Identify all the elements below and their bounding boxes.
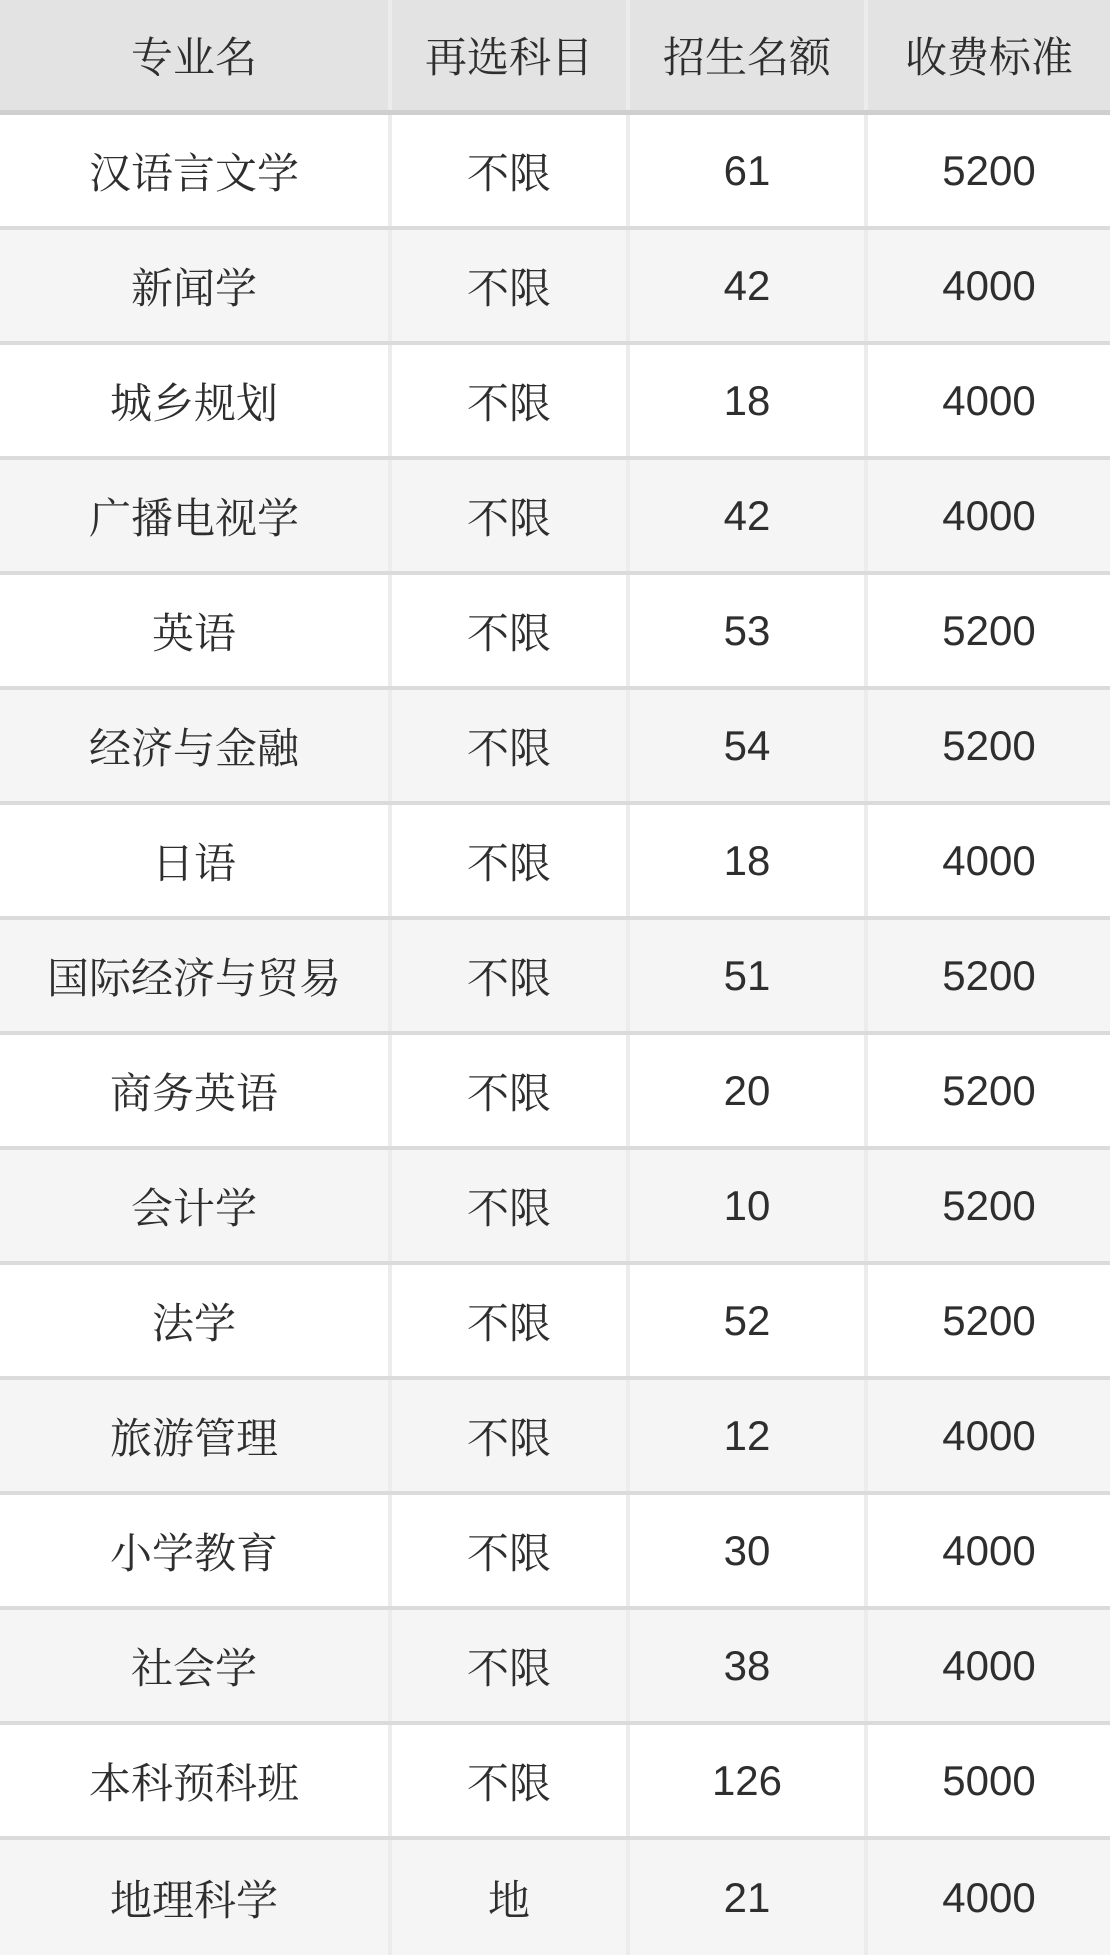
- reselect-subject-cell: 不限: [390, 1378, 628, 1493]
- reselect-subject-cell: 不限: [390, 688, 628, 803]
- enrollment-quota-cell: 53: [628, 573, 866, 688]
- fee-standard-cell: 5200: [866, 688, 1110, 803]
- table-row: [0, 113, 1110, 229]
- fee-standard-cell: 4000: [866, 1838, 1110, 1955]
- enrollment-quota-cell: 18: [628, 343, 866, 458]
- reselect-subject-cell: 不限: [390, 573, 628, 688]
- table-row: [0, 918, 1110, 1033]
- column-header-enrollment-quota: 招生名额: [628, 0, 866, 113]
- table-row: [0, 688, 1110, 803]
- reselect-subject-cell: 地: [390, 1838, 628, 1955]
- fee-standard-cell: 5200: [866, 918, 1110, 1033]
- major-name-cell: 小学教育: [0, 1493, 390, 1608]
- table-row: [0, 1493, 1110, 1608]
- reselect-subject-cell: 不限: [390, 458, 628, 573]
- column-header-major: 专业名: [0, 0, 390, 113]
- table-body: [0, 113, 1110, 1955]
- fee-standard-cell: 5200: [866, 1263, 1110, 1378]
- major-name-cell: 旅游管理: [0, 1378, 390, 1493]
- reselect-subject-cell: 不限: [390, 113, 628, 229]
- table-row: [0, 228, 1110, 343]
- enrollment-quota-cell: 52: [628, 1263, 866, 1378]
- table-header-row: [0, 0, 1110, 113]
- major-name-cell: 商务英语: [0, 1033, 390, 1148]
- major-name-cell: 新闻学: [0, 228, 390, 343]
- fee-standard-cell: 5200: [866, 1033, 1110, 1148]
- enrollment-quota-cell: 54: [628, 688, 866, 803]
- reselect-subject-cell: 不限: [390, 1148, 628, 1263]
- table-header: [0, 0, 1110, 113]
- fee-standard-cell: 5200: [866, 1148, 1110, 1263]
- fee-standard-cell: 4000: [866, 458, 1110, 573]
- fee-standard-cell: 5200: [866, 113, 1110, 229]
- reselect-subject-cell: 不限: [390, 343, 628, 458]
- major-name-cell: 汉语言文学: [0, 113, 390, 229]
- major-name-cell: 法学: [0, 1263, 390, 1378]
- fee-standard-cell: 5200: [866, 573, 1110, 688]
- reselect-subject-cell: 不限: [390, 1263, 628, 1378]
- major-name-cell: 本科预科班: [0, 1723, 390, 1838]
- major-name-cell: 日语: [0, 803, 390, 918]
- table-row: [0, 1723, 1110, 1838]
- enrollment-quota-cell: 12: [628, 1378, 866, 1493]
- reselect-subject-cell: 不限: [390, 1493, 628, 1608]
- major-name-cell: 城乡规划: [0, 343, 390, 458]
- reselect-subject-cell: 不限: [390, 1723, 628, 1838]
- fee-standard-cell: 4000: [866, 1378, 1110, 1493]
- enrollment-quota-cell: 42: [628, 228, 866, 343]
- table-row: [0, 343, 1110, 458]
- enrollment-quota-cell: 21: [628, 1838, 866, 1955]
- table-row: [0, 1378, 1110, 1493]
- table-row: [0, 1608, 1110, 1723]
- enrollment-quota-cell: 126: [628, 1723, 866, 1838]
- table-row: [0, 1033, 1110, 1148]
- fee-standard-cell: 4000: [866, 228, 1110, 343]
- fee-standard-cell: 4000: [866, 343, 1110, 458]
- fee-standard-cell: 4000: [866, 1493, 1110, 1608]
- column-header-reselect-subject: 再选科目: [390, 0, 628, 113]
- table-row: [0, 1838, 1110, 1955]
- column-header-fee-standard: 收费标准: [866, 0, 1110, 113]
- major-name-cell: 会计学: [0, 1148, 390, 1263]
- enrollment-quota-cell: 61: [628, 113, 866, 229]
- fee-standard-cell: 4000: [866, 1608, 1110, 1723]
- table-row: [0, 573, 1110, 688]
- enrollment-quota-cell: 38: [628, 1608, 866, 1723]
- table-row: [0, 1148, 1110, 1263]
- enrollment-quota-cell: 20: [628, 1033, 866, 1148]
- fee-standard-cell: 5000: [866, 1723, 1110, 1838]
- reselect-subject-cell: 不限: [390, 803, 628, 918]
- enrollment-quota-cell: 42: [628, 458, 866, 573]
- enrollment-quota-cell: 10: [628, 1148, 866, 1263]
- reselect-subject-cell: 不限: [390, 1033, 628, 1148]
- major-name-cell: 社会学: [0, 1608, 390, 1723]
- enrollment-quota-cell: 51: [628, 918, 866, 1033]
- reselect-subject-cell: 不限: [390, 918, 628, 1033]
- major-name-cell: 广播电视学: [0, 458, 390, 573]
- enrollment-quota-cell: 18: [628, 803, 866, 918]
- major-name-cell: 经济与金融: [0, 688, 390, 803]
- table-row: [0, 803, 1110, 918]
- table-row: [0, 1263, 1110, 1378]
- fee-standard-cell: 4000: [866, 803, 1110, 918]
- major-name-cell: 地理科学: [0, 1838, 390, 1955]
- reselect-subject-cell: 不限: [390, 1608, 628, 1723]
- table-row: [0, 458, 1110, 573]
- reselect-subject-cell: 不限: [390, 228, 628, 343]
- major-name-cell: 英语: [0, 573, 390, 688]
- enrollment-quota-cell: 30: [628, 1493, 866, 1608]
- major-name-cell: 国际经济与贸易: [0, 918, 390, 1033]
